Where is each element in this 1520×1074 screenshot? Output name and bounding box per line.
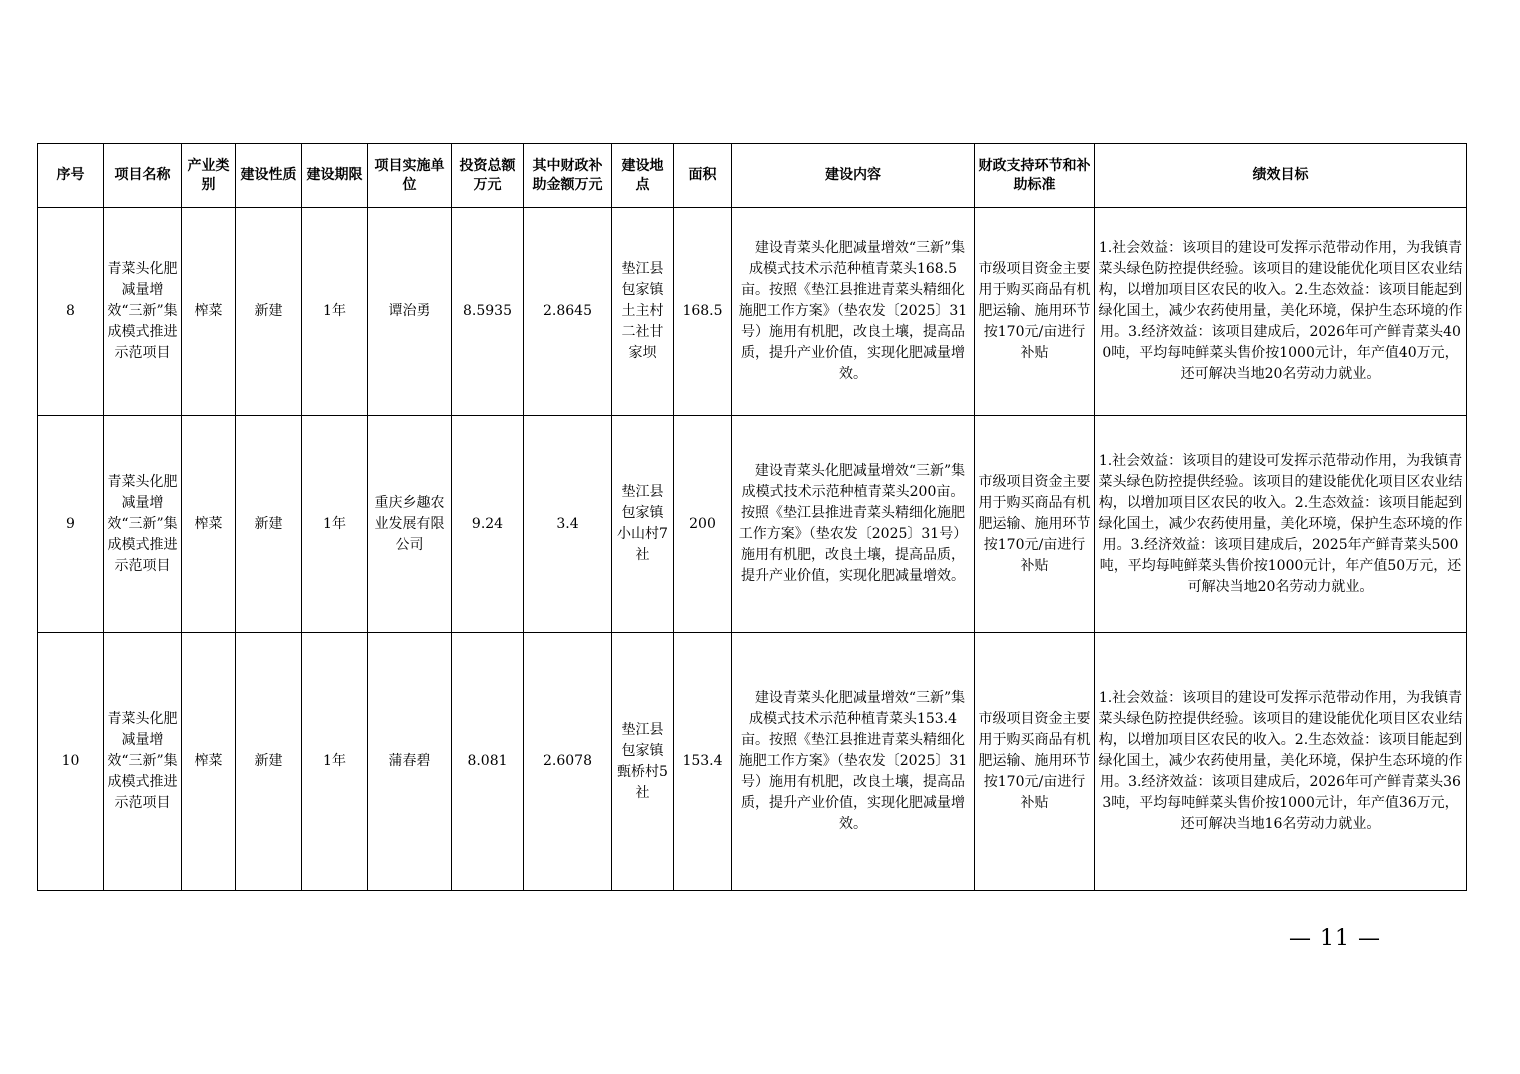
cell-performance: 1.社会效益：该项目的建设可发挥示范带动作用，为我镇青菜头绿色防控提供经验。该项目的建设能优化项目区农业结构，以增加项目区农民的收入。2.生态效益：该项目能起到绿化国土，减少农药使用量，美化环境，保护生态环境的作用。3.经济效益：该项目建成后，2026年可产鲜青菜头363吨，平均每吨鲜菜头售价按1000元计，年产值36万元，还可解决当地16名劳动力就业。 xyxy=(1095,633,1467,891)
cell-period: 1年 xyxy=(302,633,368,891)
cell-nature: 新建 xyxy=(236,633,302,891)
header-cell: 项目名称 xyxy=(104,144,182,208)
cell-nature: 新建 xyxy=(236,416,302,633)
project-table xyxy=(37,143,1467,891)
cell-investment: 9.24 xyxy=(452,416,524,633)
cell-unit: 蒲春碧 xyxy=(368,633,452,891)
cell-subsidy: 2.6078 xyxy=(524,633,612,891)
header-cell: 建设期限 xyxy=(302,144,368,208)
cell-name: 青菜头化肥减量增效“三新”集成模式推进示范项目 xyxy=(104,416,182,633)
cell-industry: 榨菜 xyxy=(182,208,236,416)
cell-name: 青菜头化肥减量增效“三新”集成模式推进示范项目 xyxy=(104,633,182,891)
cell-location: 垫江县包家镇小山村7社 xyxy=(612,416,674,633)
cell-nature: 新建 xyxy=(236,208,302,416)
cell-no: 9 xyxy=(38,416,104,633)
cell-support: 市级项目资金主要用于购买商品有机肥运输、施用环节按170元/亩进行补贴 xyxy=(975,633,1095,891)
cell-area: 200 xyxy=(674,416,732,633)
cell-location: 垫江县包家镇甄桥村5社 xyxy=(612,633,674,891)
cell-performance: 1.社会效益：该项目的建设可发挥示范带动作用，为我镇青菜头绿色防控提供经验。该项目的建设能优化项目区农业结构，以增加项目区农民的收入。2.生态效益：该项目能起到绿化国土，减少农药使用量，美化环境，保护生态环境的作用。3.经济效益：该项目建成后，2025年产鲜青菜头500吨，平均每吨鲜菜头售价按1000元计，年产值50万元，还可解决当地20名劳动力就业。 xyxy=(1095,416,1467,633)
header-cell: 建设内容 xyxy=(732,144,975,208)
cell-investment: 8.081 xyxy=(452,633,524,891)
header-cell: 绩效目标 xyxy=(1095,144,1467,208)
header-cell: 其中财政补助金额万元 xyxy=(524,144,612,208)
cell-period: 1年 xyxy=(302,416,368,633)
cell-content: 建设青菜头化肥减量增效“三新”集成模式技术示范种植青菜头200亩。按照《垫江县推进青菜头精细化施肥工作方案》（垫农发〔2025〕31号）施用有机肥，改良土壤，提高品质，提升产业价值，实现化肥减量增效。 xyxy=(732,416,975,633)
header-cell: 面积 xyxy=(674,144,732,208)
cell-support: 市级项目资金主要用于购买商品有机肥运输、施用环节按170元/亩进行补贴 xyxy=(975,416,1095,633)
table-row xyxy=(38,633,1467,891)
page-number: — 11 — xyxy=(1289,926,1381,951)
header-cell: 序号 xyxy=(38,144,104,208)
cell-industry: 榨菜 xyxy=(182,633,236,891)
cell-unit: 重庆乡趣农业发展有限公司 xyxy=(368,416,452,633)
header-cell: 产业类别 xyxy=(182,144,236,208)
cell-area: 168.5 xyxy=(674,208,732,416)
cell-performance: 1.社会效益：该项目的建设可发挥示范带动作用，为我镇青菜头绿色防控提供经验。该项目的建设能优化项目区农业结构，以增加项目区农民的收入。2.生态效益：该项目能起到绿化国土，减少农药使用量，美化环境，保护生态环境的作用。3.经济效益：该项目建成后，2026年可产鲜青菜头400吨，平均每吨鲜菜头售价按1000元计，年产值40万元，还可解决当地20名劳动力就业。 xyxy=(1095,208,1467,416)
cell-area: 153.4 xyxy=(674,633,732,891)
cell-unit: 谭治勇 xyxy=(368,208,452,416)
cell-industry: 榨菜 xyxy=(182,416,236,633)
header-row xyxy=(38,144,1467,208)
table-row xyxy=(38,208,1467,416)
cell-subsidy: 3.4 xyxy=(524,416,612,633)
cell-investment: 8.5935 xyxy=(452,208,524,416)
cell-name: 青菜头化肥减量增效“三新”集成模式推进示范项目 xyxy=(104,208,182,416)
cell-content: 建设青菜头化肥减量增效“三新”集成模式技术示范种植青菜头168.5亩。按照《垫江县推进青菜头精细化施肥工作方案》（垫农发〔2025〕31号）施用有机肥，改良土壤，提高品质，提升产业价值，实现化肥减量增效。 xyxy=(732,208,975,416)
table-row xyxy=(38,416,1467,633)
cell-no: 8 xyxy=(38,208,104,416)
cell-subsidy: 2.8645 xyxy=(524,208,612,416)
cell-support: 市级项目资金主要用于购买商品有机肥运输、施用环节按170元/亩进行补贴 xyxy=(975,208,1095,416)
header-cell: 投资总额万元 xyxy=(452,144,524,208)
header-cell: 建设地点 xyxy=(612,144,674,208)
cell-content: 建设青菜头化肥减量增效“三新”集成模式技术示范种植青菜头153.4亩。按照《垫江县推进青菜头精细化施肥工作方案》（垫农发〔2025〕31号）施用有机肥，改良土壤，提高品质，提升产业价值，实现化肥减量增效。 xyxy=(732,633,975,891)
cell-location: 垫江县包家镇土主村二社甘家坝 xyxy=(612,208,674,416)
header-cell: 项目实施单位 xyxy=(368,144,452,208)
header-cell: 建设性质 xyxy=(236,144,302,208)
cell-no: 10 xyxy=(38,633,104,891)
header-cell: 财政支持环节和补助标准 xyxy=(975,144,1095,208)
cell-period: 1年 xyxy=(302,208,368,416)
